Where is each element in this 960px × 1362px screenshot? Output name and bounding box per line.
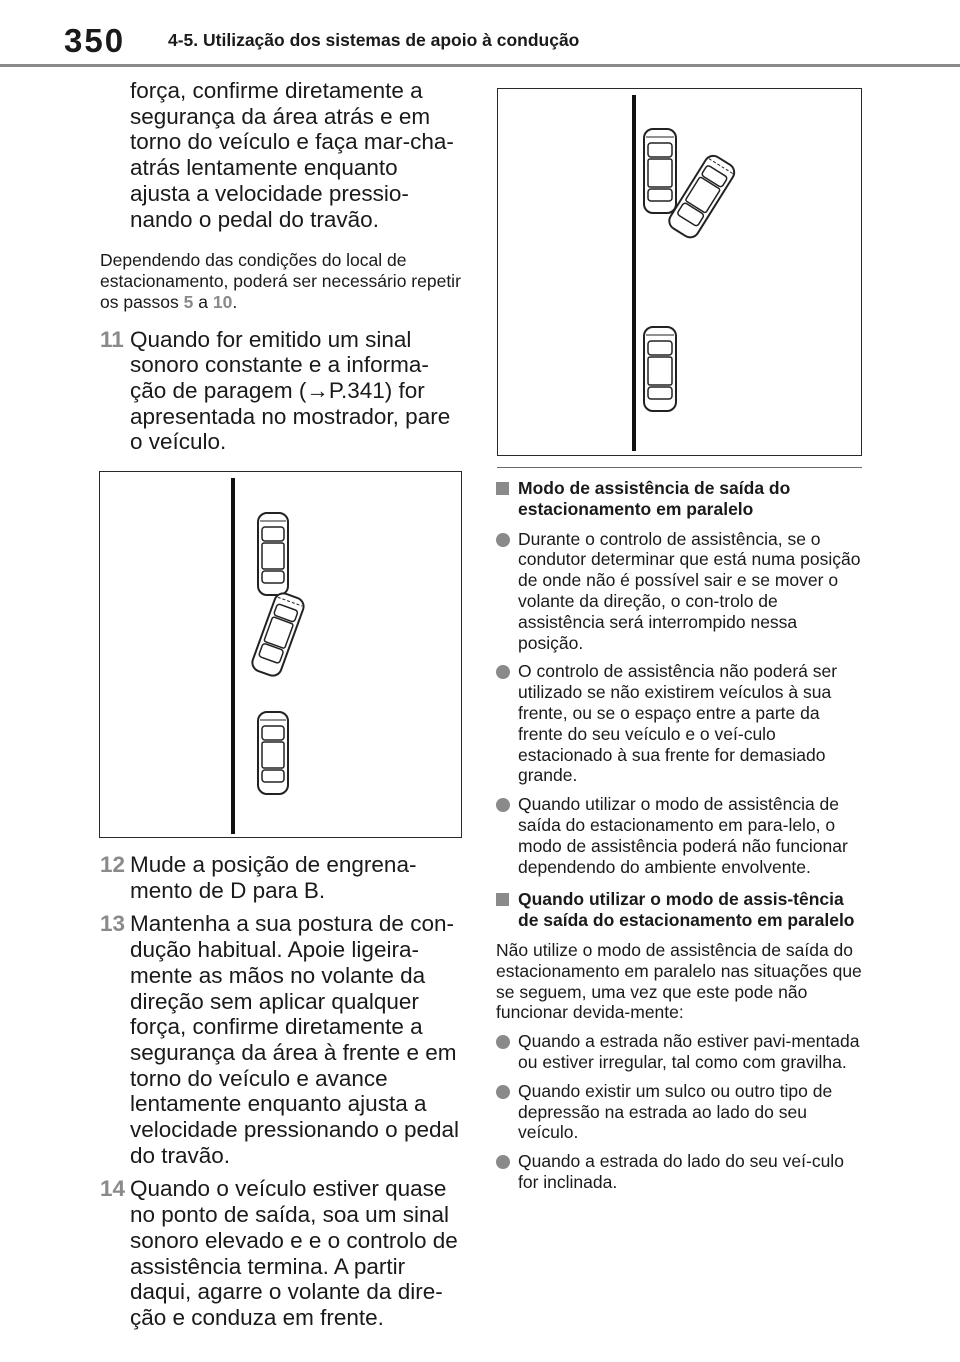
- step-13: [100, 911, 462, 1168]
- bullet-item: [496, 1151, 862, 1193]
- bullet-text: O controlo de assistência não poderá ser utilizado se não existirem veículos à sua frente, ou se o espaço entre a parte da frente do seu veículo e o veí-culo estacionado à sua frente for demasiado grande.: [518, 661, 838, 786]
- bullet-text: Quando a estrada do lado do seu veí-culo for inclinada.: [518, 1151, 844, 1192]
- bullet-text: Quando a estrada não estiver pavi-mentada ou estiver irregular, tal como com gravilha.: [518, 1031, 860, 1072]
- bullet-item: [496, 661, 862, 786]
- page-number: 350: [64, 22, 126, 59]
- parked-car-rear-icon: [258, 712, 288, 794]
- step-text: Quando o veículo estiver quase no ponto de saída, soa um sinal sonoro elevado e e o controlo de assistência termina. A partir daqui, agarre o volante da dire-ção e conduza em frente.: [130, 1176, 458, 1330]
- exiting-car-icon: [250, 591, 306, 678]
- step-number: 12: [100, 852, 126, 877]
- step-14: [100, 1176, 462, 1330]
- parking-diagram-1-svg: [100, 472, 460, 836]
- bullet-item: [496, 1081, 862, 1143]
- left-column-bottom: [100, 852, 462, 1331]
- square-bullet-icon: [496, 893, 509, 906]
- repeat-note-between: a: [198, 291, 209, 312]
- step-12: [100, 852, 462, 903]
- parking-diagram-2: [497, 88, 862, 456]
- heading-exit-assist-mode: [496, 478, 862, 520]
- parking-diagram-1: [99, 471, 462, 838]
- step-continuation: força, confirme diretamente a segurança da área atrás e em torno do veículo e faça mar-cha-atrás lentamente enquanto ajusta a velocidade pressio-nando o pedal do travão.: [130, 78, 454, 232]
- repeat-note-step-b: 10: [212, 291, 233, 312]
- step-text: Mude a posição de engrena-mento de D para B.: [130, 852, 417, 903]
- bullet-text: Quando utilizar o modo de assistência de saída do estacionamento em para-lelo, o modo de assistência poderá não funcionar dependendo do ambiente envolvente.: [518, 794, 848, 877]
- section-title: 4-5. Utilização dos sistemas de apoio à condução: [168, 30, 580, 50]
- circle-bullet-icon: [496, 665, 510, 679]
- bullet-item: [496, 794, 862, 877]
- heading-text: Modo de assistência de saída do estacionamento em paralelo: [518, 478, 791, 519]
- step-number: 13: [100, 911, 126, 937]
- parked-car-rear-icon: [644, 327, 676, 411]
- parking-diagram-2-svg: [498, 89, 860, 454]
- step-number: 14: [100, 1176, 126, 1202]
- repeat-note-step-a: 5: [183, 291, 194, 312]
- square-bullet-icon: [496, 482, 509, 495]
- bullet-text: Durante o controlo de assistência, se o condutor determinar que está numa posição de onde não é possível sair e se mover o volante da direção, o con-trolo de assistência será interrompido nessa posição.: [518, 528, 861, 653]
- step-number: 11: [100, 326, 124, 352]
- circle-bullet-icon: [496, 1085, 510, 1099]
- parked-car-front-icon: [644, 129, 676, 213]
- right-column: [496, 478, 862, 1193]
- repeat-note-suffix: .: [232, 291, 238, 312]
- step-text: Mantenha a sua postura de con-dução habitual. Apoie ligeira-mente as mãos no volante da direção sem aplicar qualquer força, confirme diretamente a segurança da área à frente e em torno do veículo e avance lentamente enquanto ajusta a velocidade pressionando o pedal do travão.: [130, 911, 459, 1168]
- circle-bullet-icon: [496, 798, 510, 812]
- circle-bullet-icon: [496, 533, 510, 547]
- bullet-item: [496, 1031, 862, 1073]
- step-text: Quando for emitido um sinal sonoro constante e a informa-ção de paragem (→P.341) for apresentada no mostrador, pare o veículo.: [130, 326, 451, 455]
- repeat-note: [100, 250, 462, 312]
- step-11: [100, 327, 462, 456]
- repeat-note-text: Dependendo das condições do local de estacionamento, poderá ser necessário repetir os passos: [100, 250, 461, 312]
- heading-text: Quando utilizar o modo de assis-tência de saída do estacionamento em paralelo: [518, 889, 855, 931]
- circle-bullet-icon: [496, 1155, 510, 1169]
- heading-when-using: [496, 889, 862, 931]
- circle-bullet-icon: [496, 1035, 510, 1049]
- page-header: [0, 0, 960, 70]
- bullet-item: [496, 529, 862, 654]
- bullet-text: Quando existir um sulco ou outro tipo de depressão na estrada ao lado do seu veículo.: [518, 1080, 833, 1143]
- section-divider: [497, 467, 862, 468]
- header-rule: [0, 64, 960, 67]
- left-column-top: [100, 78, 462, 455]
- parked-car-front-icon: [258, 513, 288, 595]
- paragraph: Não utilize o modo de assistência de saída do estacionamento em paralelo nas situações que se seguem, uma vez que este pode não funcionar devida-mente:: [496, 939, 862, 1023]
